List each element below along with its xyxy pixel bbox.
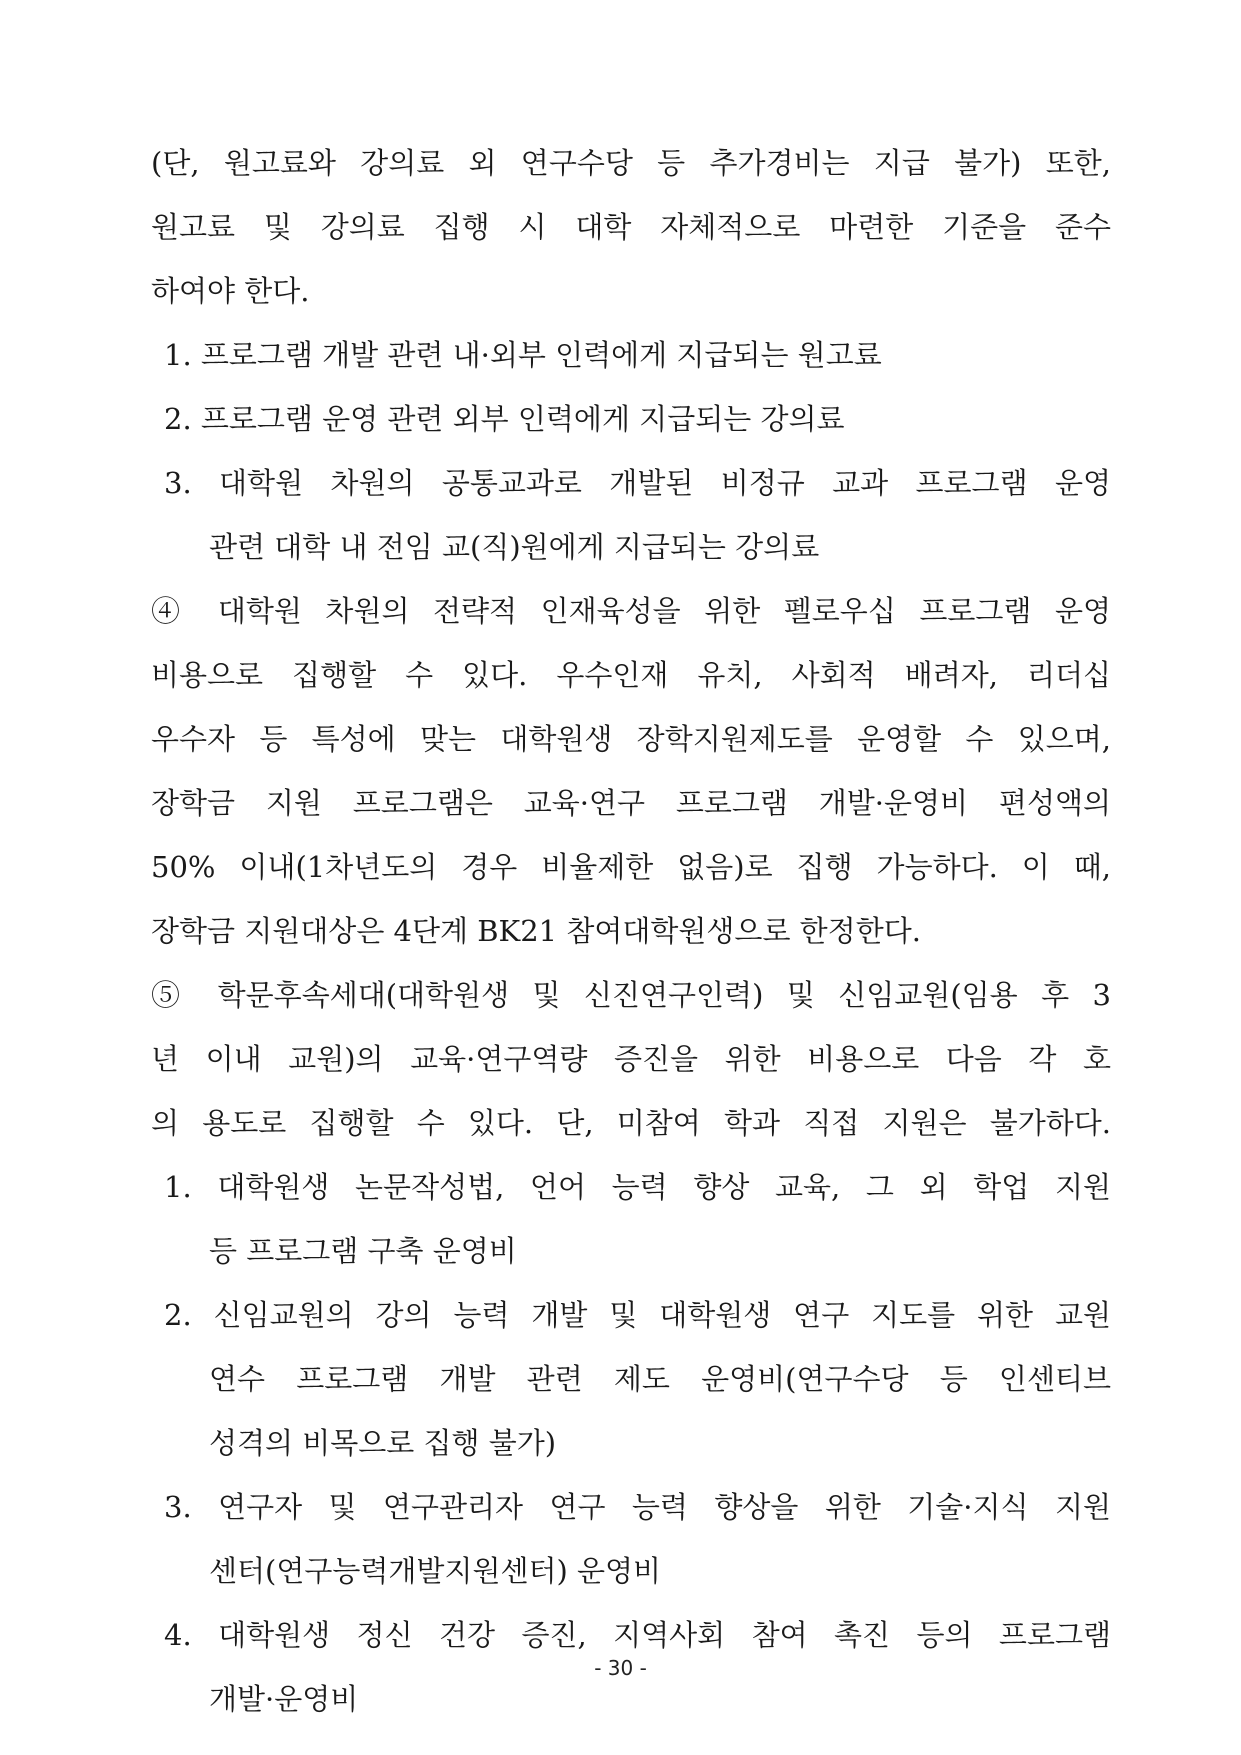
intro-paragraph (151, 131, 1111, 323)
list-item (151, 451, 1111, 579)
capacity-building-paragraph (151, 963, 1111, 1155)
text-line: 하여야 한다. (151, 274, 310, 308)
list-item-text: 2. 신임교원의 강의 능력 개발 및 대학원생 연구 지도를 위한 교원 (164, 1298, 1111, 1332)
text-line: 장학금 지원 프로그램은 교육·연구 프로그램 개발·운영비 편성액의 (151, 786, 1111, 820)
list-item (151, 1475, 1111, 1603)
list-item-text: 연수 프로그램 개발 관련 제도 운영비(연구수당 등 인센티브 (209, 1362, 1111, 1396)
text-line: 비용으로 집행할 수 있다. 우수인재 유치, 사회적 배려자, 리더십 (151, 658, 1111, 692)
text-line: ⑤ 학문후속세대(대학원생 및 신진연구인력) 및 신임교원(임용 후 3 (151, 978, 1111, 1012)
text-line: 우수자 등 특성에 맞는 대학원생 장학지원제도를 운영할 수 있으며, (151, 722, 1111, 756)
list-item (151, 1283, 1111, 1475)
list-item-text: 1. 프로그램 개발 관련 내·외부 인력에게 지급되는 원고료 (164, 338, 882, 372)
text-line: 원고료 및 강의료 집행 시 대학 자체적으로 마련한 기준을 준수 (151, 210, 1111, 244)
list-item (151, 323, 1111, 387)
program-list (151, 1155, 1111, 1731)
list-item (151, 387, 1111, 451)
page-body (151, 131, 1111, 1731)
list-item-text: 센터(연구능력개발지원센터) 운영비 (209, 1554, 662, 1588)
list-item (151, 1155, 1111, 1283)
list-item-text: 3. 연구자 및 연구관리자 연구 능력 향상을 위한 기술·지식 지원 (164, 1490, 1111, 1524)
list-item-text: 1. 대학원생 논문작성법, 언어 능력 향상 교육, 그 외 학업 지원 (164, 1170, 1111, 1204)
text-line: ④ 대학원 차원의 전략적 인재육성을 위한 펠로우십 프로그램 운영 (151, 594, 1111, 628)
text-line: 장학금 지원대상은 4단계 BK21 참여대학원생으로 한정한다. (151, 914, 921, 948)
text-line: (단, 원고료와 강의료 외 연구수당 등 추가경비는 지급 불가) 또한, (151, 146, 1111, 180)
list-item-text: 성격의 비목으로 집행 불가) (209, 1426, 557, 1460)
list-item-text: 3. 대학원 차원의 공통교과로 개발된 비정규 교과 프로그램 운영 (164, 466, 1111, 500)
list-item-text: 2. 프로그램 운영 관련 외부 인력에게 지급되는 강의료 (164, 402, 845, 436)
list-item-text: 등 프로그램 구축 운영비 (209, 1234, 517, 1268)
list-item-text: 개발·운영비 (209, 1682, 359, 1716)
page-number: - 30 - (594, 1656, 647, 1680)
honorarium-list (151, 323, 1111, 579)
text-line: 년 이내 교원)의 교육·연구역량 증진을 위한 비용으로 다음 각 호 (151, 1042, 1111, 1076)
list-item-text: 4. 대학원생 정신 건강 증진, 지역사회 참여 촉진 등의 프로그램 (164, 1618, 1111, 1652)
text-line: 의 용도로 집행할 수 있다. 단, 미참여 학과 직접 지원은 불가하다. (151, 1106, 1111, 1140)
fellowship-paragraph (151, 579, 1111, 963)
list-item-text: 관련 대학 내 전임 교(직)원에게 지급되는 강의료 (209, 530, 820, 564)
text-line: 50% 이내(1차년도의 경우 비율제한 없음)로 집행 가능하다. 이 때, (151, 850, 1111, 884)
